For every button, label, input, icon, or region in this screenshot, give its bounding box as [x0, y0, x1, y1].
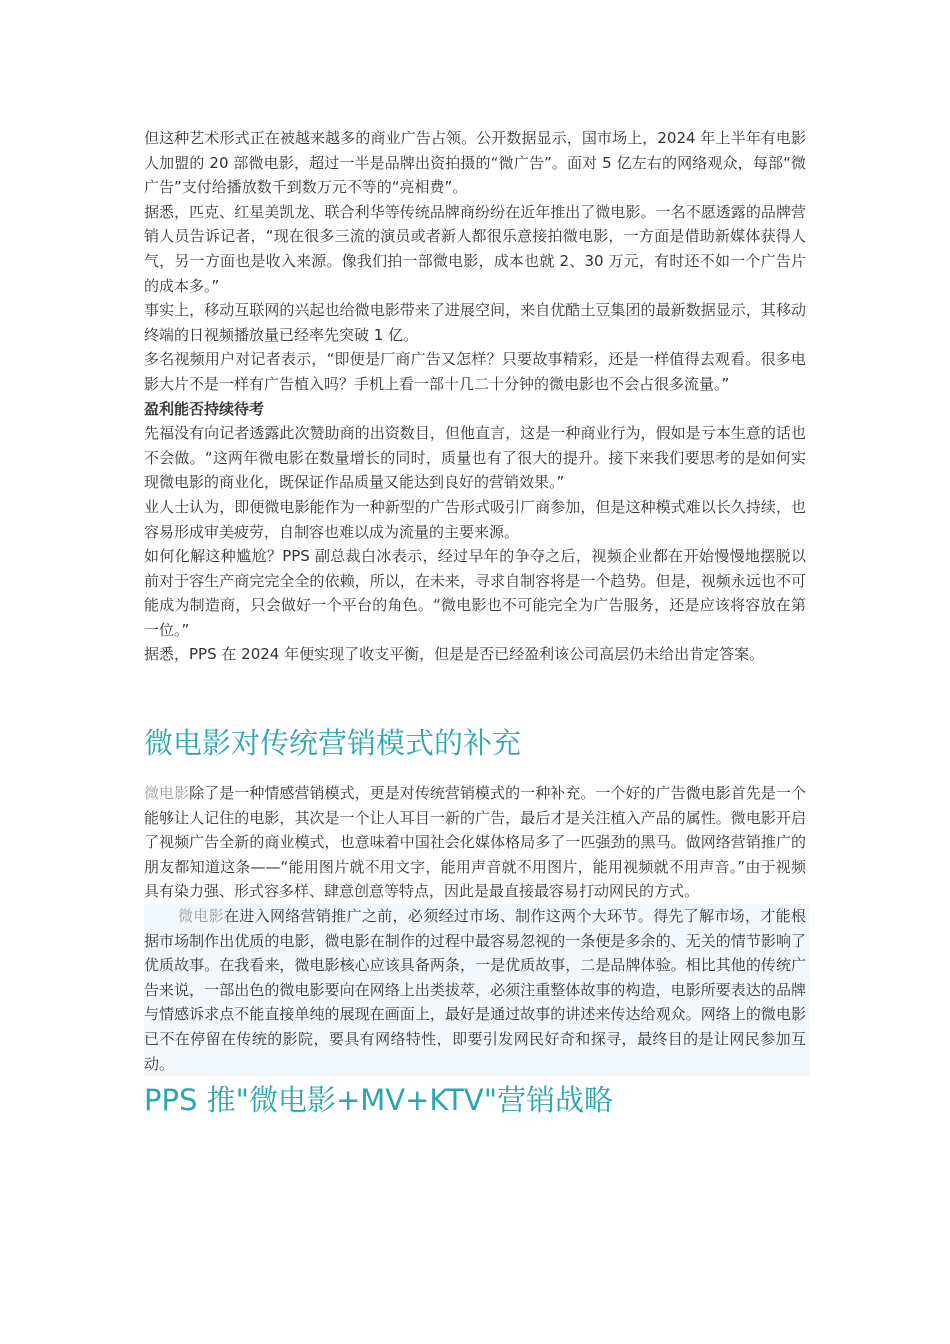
- body-paragraph: 业人士认为，即便微电影能作为一种新型的广告形式吸引厂商参加，但是这种模式难以长久持续，也容易形成审美疲劳，自制容也难以成为流量的主要来源。: [144, 497, 806, 541]
- lead-term: 微电影: [178, 907, 224, 926]
- body-paragraph: 多名视频用户对记者表示，“即便是厂商广告又怎样？只要故事精彩，还是一样值得去观看。很多电影大片不是一样有广告植入吗？手机上看一部十几二十分钟的微电影也不会占很多流量。”: [144, 350, 806, 393]
- body-paragraph: [144, 781, 806, 904]
- subheading: 盈利能否持续待考: [144, 399, 265, 418]
- document-page: [144, 126, 806, 1120]
- section-title: 微电影对传统营销模式的补充: [144, 726, 522, 761]
- section-spacer: [144, 667, 806, 723]
- body-paragraph: 据悉，匹克、红星美凯龙、联合利华等传统品牌商纷纷在近年推出了微电影。一名不愿透露的品牌营销人员告诉记者，“现在很多三流的演员或者新人都很乐意接拍微电影，一方面是借助新媒体获得人气，另一方面也是收入来源。像我们拍一部微电影，成本也就 2、30 万元，有时还不如一个广告片的成本多。”: [144, 202, 806, 295]
- section-title: PPS 推"微电影+MV+KTV"营销战略: [144, 1083, 614, 1118]
- highlighted-paragraph-block: [144, 904, 810, 1076]
- paragraph-text: 在进入网络营销推广之前，必须经过市场、制作这两个大环节。得先了解市场，才能根据市场制作出优质的电影，微电影在制作的过程中最容易忽视的一条便是多余的、无关的情节影响了优质故事。在我看来，微电影核心应该具备两条，一是优质故事，二是品牌体验。相比其他的传统广告来说，一部出色的微电影要向在网络上出类拔萃，必须注重整体故事的构造，电影所要表达的品牌与情感诉求点不能直接单纯的展现在画面上，最好是通过故事的讲述来传达给观众。网络上的微电影已不在停留在传统的影院，要具有网络特性，即要引发网民好奇和探寻，最终目的是让网民参加互动。: [144, 907, 806, 1073]
- body-paragraph: 据悉，PPS 在 2024 年便实现了收支平衡，但是是否已经盈利该公司高层仍未给出肯定答案。: [144, 645, 765, 664]
- body-paragraph: 如何化解这种尴尬？PPS 副总裁白冰表示，经过早年的争夺之后，视频企业都在开始慢慢地摆脱以前对于容生产商完完全全的依赖，所以，在未来，寻求自制容将是一个趋势。但是，视频永远也不可能成为制造商，只会做好一个平台的角色。“微电影也不可能完全为广告服务，还是应该将容放在第一位。”: [144, 547, 806, 639]
- body-paragraph: [144, 904, 806, 1076]
- body-paragraph: 但这种艺术形式正在被越来越多的商业广告占领。公开数据显示，国市场上，2024 年上半年有电影人加盟的 20 部微电影，超过一半是品牌出资拍摄的“微广告”。面对 5 亿左右的网络观众，每部“微广告”支付给播放数千到数万元不等的“亮相费”。: [144, 129, 806, 197]
- body-paragraph: 事实上，移动互联网的兴起也给微电影带来了进展空间，来自优酷土豆集团的最新数据显示，其移动终端的日视频播放量已经率先突破 1 亿。: [144, 301, 806, 344]
- lead-term: 微电影: [144, 784, 190, 803]
- body-paragraph: 先福没有向记者透露此次赞助商的出资数目，但他直言，这是一种商业行为，假如是亏本生意的话也不会做。“这两年微电影在数量增长的同时，质量也有了很大的提升。接下来我们要思考的是如何实现微电影的商业化，既保证作品质量又能达到良好的营销效果。”: [144, 424, 806, 492]
- paragraph-text: 除了是一种情感营销模式，更是对传统营销模式的一种补充。一个好的广告微电影首先是一个能够让人记住的电影，其次是一个让人耳目一新的广告，最后才是关注植入产品的属性。微电影开启了视频广告全新的商业模式，也意味着中国社会化媒体格局多了一匹强劲的黑马。做网络营销推广的朋友都知道这条——“能用图片就不用文字，能用声音就不用图片，能用视频就不用声音。”由于视频具有染力强、形式容多样、肆意创意等特点，因此是最直接最容易打动网民的方式。: [144, 784, 806, 901]
